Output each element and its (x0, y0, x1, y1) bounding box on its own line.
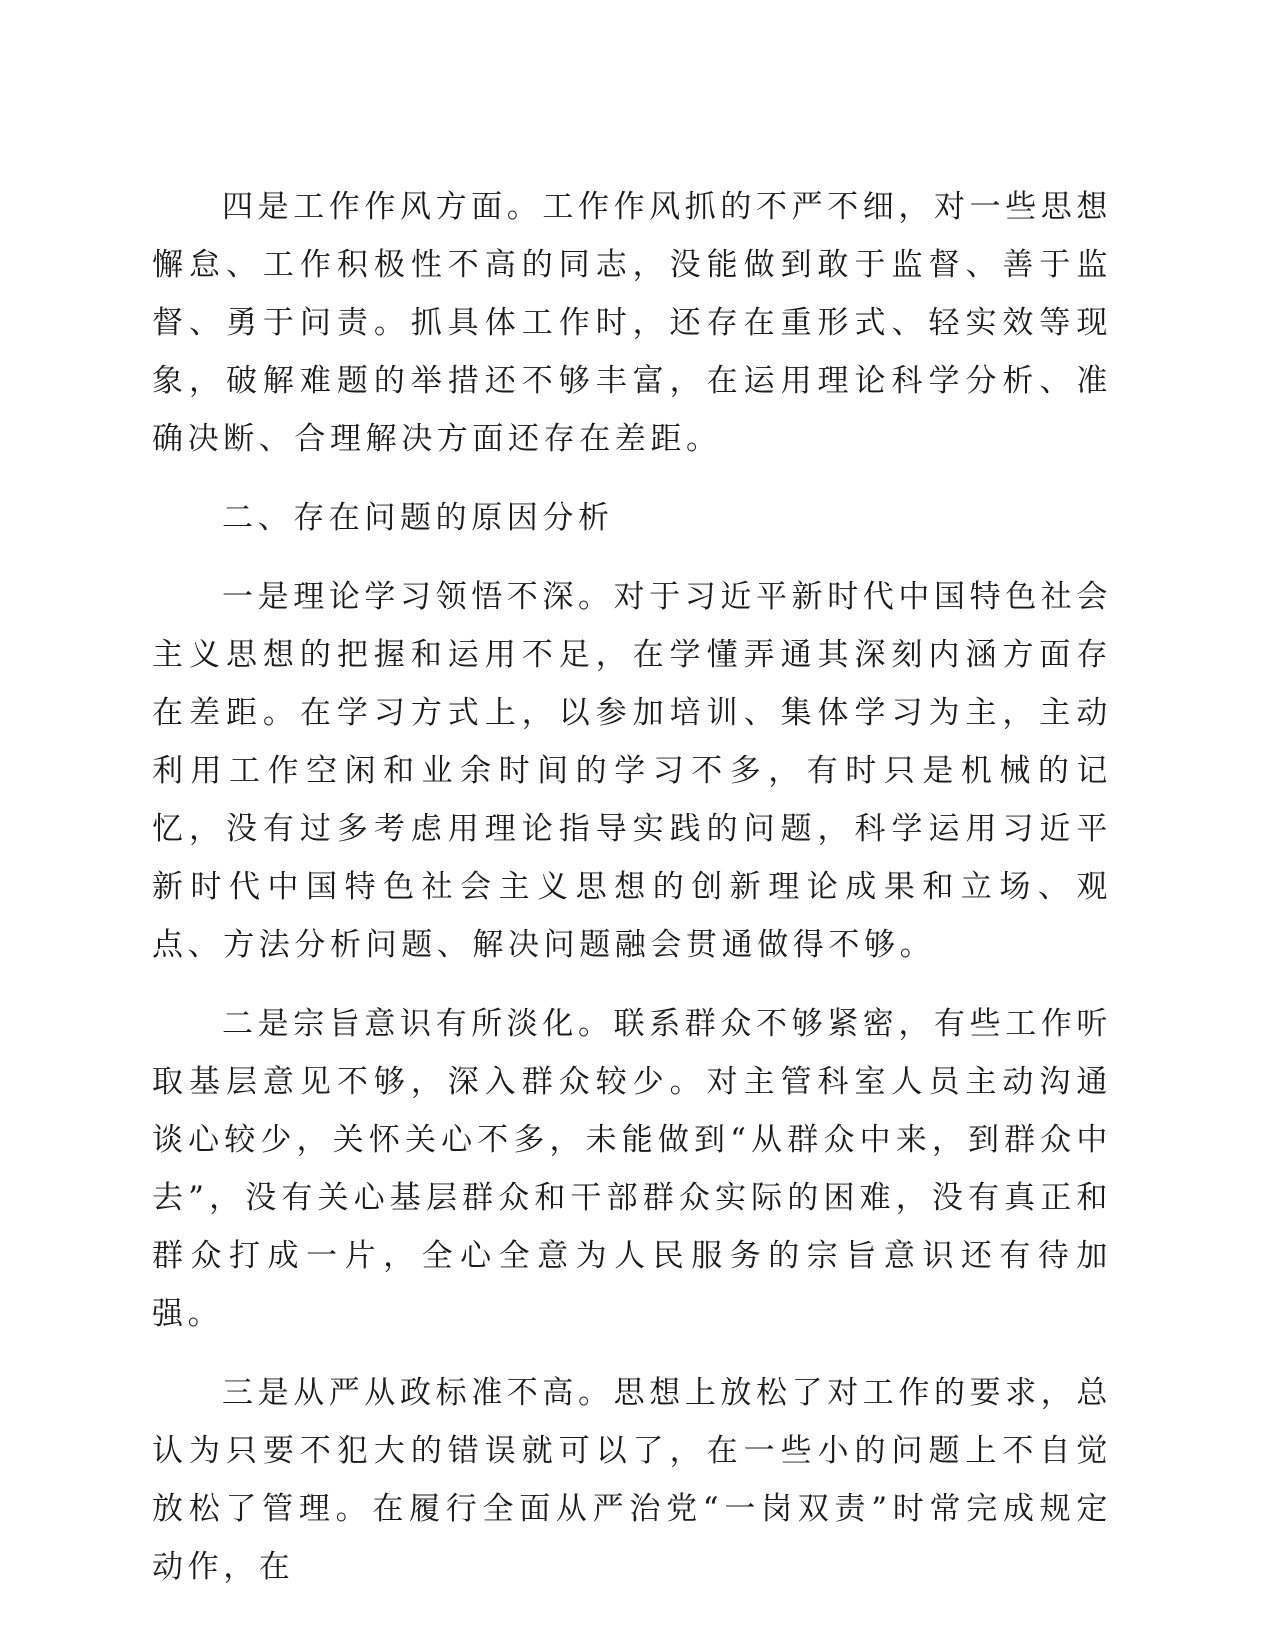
paragraph-strict-governance: 三是从严从政标准不高。思想上放松了对工作的要求，总认为只要不犯大的错误就可以了，在一些小的问题上不自觉放松了管理。在履行全面从严治党“一岗双责”时常完成规定动作，在 (152, 1375, 1112, 1585)
paragraph-work-style: 四是工作作风方面。工作作风抓的不严不细，对一些思想懈怠、工作积极性不高的同志，没能做到敢于监督、善于监督、勇于问责。抓具体工作时，还存在重形式、轻实效等现象，破解难题的举措还不够丰富，在运用理论科学分析、准确决断、合理解决方面还存在差距。 (152, 189, 1112, 457)
document-body (152, 178, 1112, 1617)
paragraph-purpose-awareness: 二是宗旨意识有所淡化。联系群众不够紧密，有些工作听取基层意见不够，深入群众较少。对主管科室人员主动沟通谈心较少，关怀关心不多，未能做到“从群众中来，到群众中去”，没有关心基层群众和干部群众实际的困难，没有真正和群众打成一片，全心全意为人民服务的宗旨意识还有待加强。 (152, 1006, 1112, 1332)
section-heading-cause-analysis: 二、存在问题的原因分析 (222, 500, 614, 536)
paragraph-theory-study: 一是理论学习领悟不深。对于习近平新时代中国特色社会主义思想的把握和运用不足，在学懂弄通其深刻内涵方面存在差距。在学习方式上，以参加培训、集体学习为主，主动利用工作空闲和业余时间的学习不多，有时只是机械的记忆，没有过多考虑用理论指导实践的问题，科学运用习近平新时代中国特色社会主义思想的创新理论成果和立场、观点、方法分析问题、解决问题融会贯通做得不够。 (152, 579, 1112, 963)
